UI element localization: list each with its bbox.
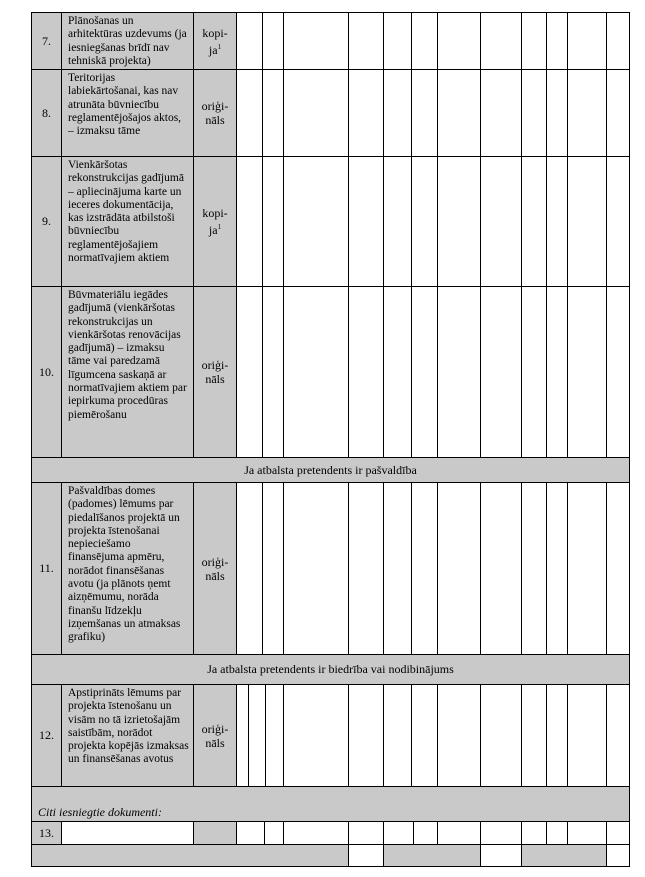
empty-cell [236, 821, 265, 845]
empty-cell [383, 286, 412, 458]
empty-cell [383, 12, 412, 70]
empty-cell [248, 684, 266, 787]
row-document-type [193, 69, 237, 157]
row-description [61, 286, 194, 458]
empty-cell [437, 12, 481, 70]
row-number-text: 9. [42, 214, 51, 228]
empty-cell [262, 156, 284, 287]
empty-cell [348, 821, 384, 845]
empty-cell [283, 821, 349, 845]
empty-cell [521, 684, 547, 787]
row-description-text: Apstiprināts lēmums par projekta īstenošanu un visām no tā izrietošajām saistībām, norādot projekta kopējās izmaksas un finansēšanas avotus [68, 687, 189, 766]
empty-cell [348, 156, 384, 287]
empty-cell [606, 12, 630, 70]
section-header-text: Ja atbalsta pretendents ir pašvaldība [244, 462, 417, 477]
row-number-text: 10. [39, 364, 54, 379]
empty-cell [546, 821, 568, 845]
empty-cell [606, 286, 630, 458]
empty-cell [437, 821, 481, 845]
empty-cell [383, 821, 414, 845]
empty-cell [283, 482, 349, 655]
empty-cell [411, 156, 438, 287]
empty-cell [283, 12, 349, 70]
footnote-mark: 1 [217, 42, 222, 51]
empty-cell [480, 286, 522, 458]
empty-cell [413, 821, 438, 845]
empty-cell [262, 286, 284, 458]
empty-cell [437, 156, 481, 287]
section-header-text: Ja atbalsta pretendents ir biedrība vai nodibinājums [207, 662, 454, 676]
summary-cell [383, 844, 481, 867]
row-number [31, 684, 62, 787]
empty-cell [61, 821, 194, 845]
empty-cell [480, 69, 522, 157]
empty-cell [348, 482, 384, 655]
row-number-text: 11. [39, 561, 54, 575]
empty-cell [383, 482, 412, 655]
empty-cell [437, 684, 481, 787]
empty-cell [606, 684, 630, 787]
empty-cell [567, 12, 607, 70]
row-number-text: 8. [42, 105, 51, 120]
empty-cell [348, 12, 384, 70]
empty-cell [546, 286, 568, 458]
empty-cell [521, 821, 547, 845]
empty-cell [437, 286, 481, 458]
row-number [31, 12, 62, 70]
empty-cell [567, 69, 607, 157]
empty-cell [283, 156, 349, 287]
empty-cell [480, 482, 522, 655]
empty-cell [546, 12, 568, 70]
empty-cell [411, 684, 438, 787]
row-number-text: 7. [42, 33, 51, 48]
row-description-text: Teritorijas labiekārtošanai, kas nav atrunāta būvniecību reglamentējošajos aktos, – izmaksu tāme [68, 72, 182, 138]
document-type-line: kopi- [202, 206, 228, 220]
empty-cell [606, 482, 630, 655]
row-description-text: Plānošanas un arhitektūras uzdevums (ja iesniegšanas brīdī nav tehniskā projekta) [68, 15, 187, 67]
other-documents-text: Citi iesniegtie dokumenti: [38, 805, 162, 819]
empty-cell [283, 69, 349, 157]
footnote-mark: 1 [217, 223, 222, 231]
empty-cell [348, 684, 384, 787]
empty-cell [265, 684, 284, 787]
row-description [61, 684, 194, 787]
empty-cell [437, 69, 481, 157]
document-type-line: nāls [205, 372, 225, 386]
empty-cell [262, 69, 284, 157]
empty-cell [411, 69, 438, 157]
row-document-type [193, 684, 237, 787]
empty-cell [383, 69, 412, 157]
empty-cell [567, 286, 607, 458]
row-number [31, 821, 62, 845]
empty-cell [521, 482, 547, 655]
empty-cell [262, 482, 284, 655]
row-number-text: 13. [39, 825, 54, 840]
empty-cell [480, 12, 522, 70]
row-description [61, 156, 194, 287]
document-type-line: $ja^1$ [208, 42, 222, 57]
document-type-line: oriģi- [201, 99, 229, 113]
empty-cell [521, 12, 547, 70]
empty-cell [567, 684, 607, 787]
empty-cell [606, 821, 630, 845]
empty-cell [521, 69, 547, 157]
row-number [31, 482, 62, 655]
empty-cell [283, 684, 349, 787]
empty-cell [236, 482, 263, 655]
empty-cell [606, 156, 630, 287]
empty-cell [546, 684, 568, 787]
empty-cell [262, 12, 284, 70]
document-type-line: kopi- [202, 25, 228, 40]
row-description-text: Vienkāršotas rekonstrukcijas gadījumā – apliecinājuma karte un ieceres dokumentācija, kas izstrādāta atbilstoši būvniecību reglamentējošajiem normatīvajiem aktiem [68, 159, 184, 265]
document-type-line: oriģi- [201, 554, 229, 569]
empty-cell [567, 156, 607, 287]
empty-cell [383, 156, 412, 287]
document-type-line: nāls [205, 568, 225, 583]
empty-cell [236, 12, 263, 70]
row-number [31, 69, 62, 157]
empty-cell [193, 821, 237, 845]
empty-cell [236, 286, 263, 458]
empty-cell [236, 156, 263, 287]
empty-cell [480, 156, 522, 287]
section-header-municipality [31, 457, 630, 483]
empty-cell [546, 69, 568, 157]
section-header-association [31, 654, 630, 685]
empty-cell [606, 69, 630, 157]
empty-cell [521, 286, 547, 458]
row-document-type [193, 12, 237, 70]
summary-cell [480, 844, 522, 867]
summary-cell [348, 844, 384, 867]
empty-cell [383, 684, 412, 787]
document-type-line: $ja^1$ [208, 223, 222, 237]
empty-cell [236, 69, 263, 157]
empty-cell [567, 482, 607, 655]
row-description [61, 482, 194, 655]
row-description-text: Pašvaldības domes (padomes) lēmums par piedalīšanos projektā un projekta īstenošanai nepieciešamo finansējuma apmēru, norādot finansēšanas avotu (ja plānots ņemt aizņēmumu, norāda finanšu līdzekļu izņemšanas un atmaksas grafiku) [68, 485, 181, 644]
other-documents-header [31, 786, 630, 822]
document-type-line: oriģi- [201, 721, 229, 736]
empty-cell [480, 821, 522, 845]
row-description [61, 12, 194, 70]
empty-cell [411, 286, 438, 458]
summary-cell [606, 844, 630, 867]
empty-cell [411, 482, 438, 655]
row-document-type [193, 286, 237, 458]
empty-cell [480, 684, 522, 787]
empty-cell [411, 12, 438, 70]
row-number-text: 12. [39, 728, 54, 742]
summary-cell [521, 844, 607, 867]
empty-cell [546, 482, 568, 655]
document-type-line: nāls [205, 113, 225, 127]
row-description-text: Būvmateriālu iegādes gadījumā (vienkāršotas rekonstrukcijas un vienkāršotas renovācijas gadījumā) – izmaksu tāme vai paredzamā līgumcena saskaņā ar normatīvajiem aktiem par iepirkuma procedūras piemērošanu [68, 289, 187, 421]
empty-cell [437, 482, 481, 655]
row-description [61, 69, 194, 157]
empty-cell [567, 821, 607, 845]
row-number [31, 286, 62, 458]
empty-cell [348, 69, 384, 157]
empty-cell [283, 286, 349, 458]
document-type-line: nāls [205, 735, 225, 750]
row-document-type [193, 482, 237, 655]
empty-cell [264, 821, 284, 845]
empty-cell [546, 156, 568, 287]
row-document-type [193, 156, 237, 287]
empty-cell [348, 286, 384, 458]
empty-cell [521, 156, 547, 287]
summary-cell [31, 844, 349, 867]
document-type-line: oriģi- [201, 358, 229, 372]
row-number [31, 156, 62, 287]
